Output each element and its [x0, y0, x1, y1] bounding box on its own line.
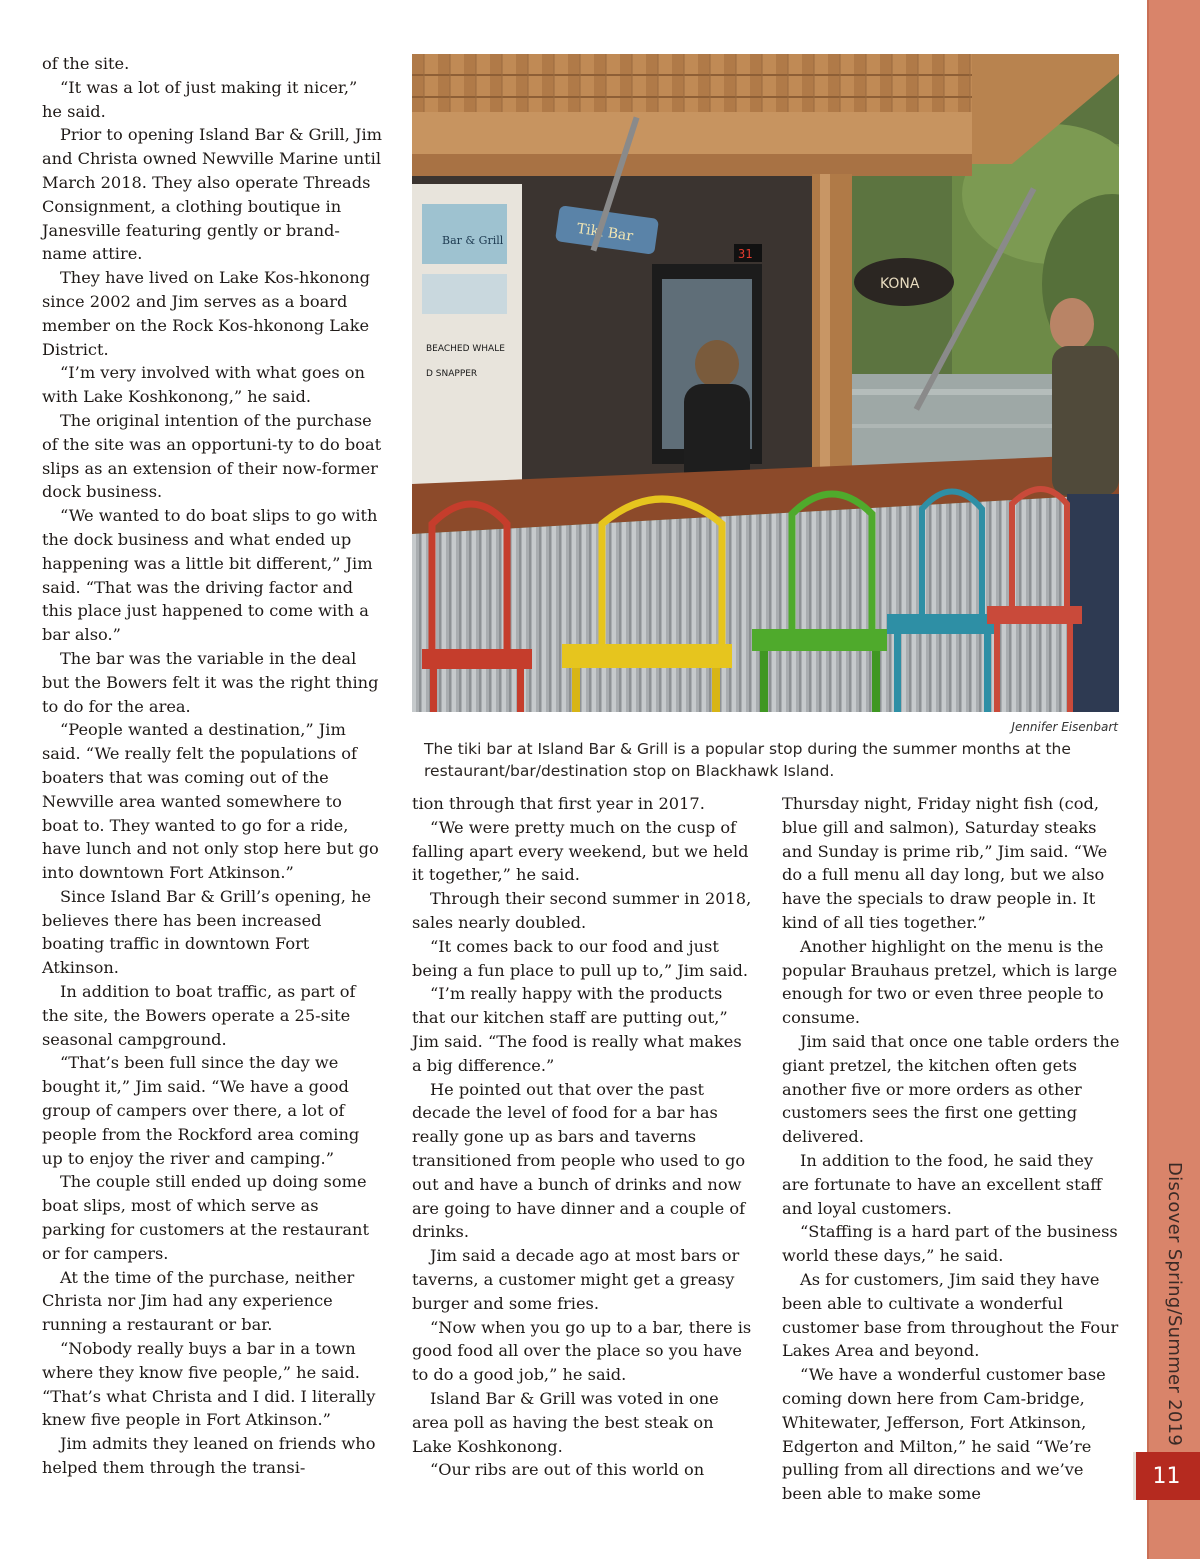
photo-illustration	[412, 54, 1119, 712]
paragraph: They have lived on Lake Kos-hkonong since 2002 and Jim serves as a board member on the Rock Kos-hkonong Lake District.	[42, 268, 370, 359]
photo-caption: The tiki bar at Island Bar & Grill is a popular stop during the summer months at the restaurant/bar/destination stop on Blackhawk Island.	[424, 740, 1071, 780]
paragraph: In addition to the food, he said they are fortunate to have an excellent staff and loyal customers.	[782, 1150, 1102, 1218]
paragraph: “I’m really happy with the products that our kitchen staff are putting out,” Jim said. “The food is really what makes a big difference.”	[412, 984, 742, 1075]
paragraph: Jim said that once one table orders the giant pretzel, the kitchen often gets another five or more orders as other customers sees the first one getting delivered.	[782, 1031, 1120, 1147]
paragraph: “We have a wonderful customer base coming down here from Cam-bridge, Whitewater, Jefferson, Fort Atkinson, Edgerton and Milton,” he said “We’re pulling from all directions and we’ve been able to make some	[782, 1365, 1106, 1504]
paragraph: The original intention of the purchase of the site was an opportuni-ty to do boat slips as an extension of their now-former dock business.	[42, 410, 382, 502]
paragraph: Prior to opening Island Bar & Grill, Jim and Christa owned Newville Marine until March 2018. They also operate Threads Consignment, a clothing boutique in Janesville featuring gently or brand-name attire.	[42, 125, 383, 264]
paragraph: At the time of the purchase, neither Christa nor Jim had any experience running a restaurant or bar.	[42, 1267, 355, 1335]
paragraph: He pointed out that over the past decade the level of food for a bar has really gone up as bars and taverns transitioned from people who used to go out and have a bunch of drinks and now are going to have dinner and a couple of drinks.	[412, 1079, 746, 1242]
paragraph: “People wanted a destination,” Jim said. “We really felt the populations of boaters that was coming out of the Newville area wanted somewhere to boat to. They wanted to go for a ride, have lunch and not only stop here but go into downtown Fort Atkinson.”	[42, 720, 379, 883]
page-number: 11	[1133, 1452, 1200, 1500]
paragraph: of the site.	[42, 54, 130, 73]
paragraph: Jim admits they leaned on friends who helped them through the transi-	[42, 1434, 376, 1478]
menu-board-line-1: BEACHED WHALE	[426, 344, 505, 354]
paragraph: Jim said a decade ago at most bars or taverns, a customer might get a greasy burger and some fries.	[412, 1246, 740, 1313]
paragraph: “We wanted to do boat slips to go with the dock business and what ended up happening was a little bit different,” Jim said. “That was the driving factor and this place just happened to come with a bar also.”	[42, 506, 378, 645]
kona-sign: KONA	[880, 276, 920, 292]
menu-board-line-2: D SNAPPER	[426, 369, 478, 379]
paragraph: The couple still ended up doing some boat slips, most of which serve as parking for customers at the restaurant or for campers.	[42, 1172, 369, 1263]
paragraph: The bar was the variable in the deal but the Bowers felt it was the right thing to do for the area.	[42, 648, 379, 716]
paragraph: Through their second summer in 2018, sales nearly doubled.	[412, 889, 752, 932]
clock-display: 31	[738, 247, 753, 261]
paragraph: “It was a lot of just making it nicer,” he said.	[42, 77, 358, 121]
paragraph: tion through that first year in 2017.	[412, 794, 705, 813]
paragraph: Thursday night, Friday night fish (cod, blue gill and salmon), Saturday steaks and Sunday is prime rib,” Jim said. “We do a full menu all day long, but we also have the specials to draw people in. It kind of all ties together.”	[782, 794, 1108, 932]
text-column-3	[782, 792, 1122, 1506]
paragraph: “That’s been full since the day we bought it,” Jim said. “We have a good group of campers over there, a lot of people from the Rockford area coming up to enjoy the river and camping.”	[42, 1053, 360, 1168]
photo-credit: Jennifer Eisenbart	[1011, 720, 1118, 734]
paragraph: Since Island Bar & Grill’s opening, he believes there has been increased boating traffic in downtown Fort Atkinson.	[42, 886, 372, 978]
tiki-bar-photo	[412, 54, 1119, 712]
paragraph: “Our ribs are out of this world on	[430, 1460, 705, 1480]
paragraph: In addition to boat traffic, as part of the site, the Bowers operate a 25-site seasonal campground.	[42, 982, 356, 1049]
text-column-1	[42, 52, 382, 1480]
text-column-2	[412, 792, 752, 1482]
paragraph: “Now when you go up to a bar, there is good food all over the place so you have to do a good job,” he said.	[412, 1317, 752, 1385]
paragraph: “We were pretty much on the cusp of falling apart every weekend, but we held it together,” he said.	[412, 817, 749, 885]
tiki-bar-sign: Tiki Bar	[575, 220, 634, 245]
side-title-container	[1148, 1162, 1198, 1462]
paragraph: “Staffing is a hard part of the business world these days,” he said.	[782, 1222, 1118, 1266]
board-brand-text: Bar & Grill	[442, 234, 504, 247]
paragraph: As for customers, Jim said they have been able to cultivate a wonderful customer base from throughout the Four Lakes Area and beyond.	[782, 1269, 1119, 1361]
paragraph: “I’m very involved with what goes on with Lake Koshkonong,” he said.	[42, 363, 365, 407]
paragraph: “It comes back to our food and just being a fun place to pull up to,” Jim said.	[412, 936, 749, 980]
paragraph: Island Bar & Grill was voted in one area poll as having the best steak on Lake Koshkonong.	[412, 1388, 719, 1456]
magazine-side-title: Discover Spring/Summer 2019	[1164, 1162, 1185, 1447]
paragraph: Another highlight on the menu is the popular Brauhaus pretzel, which is large enough for two or even three people to consume.	[782, 936, 1118, 1028]
paragraph: “Nobody really buys a bar in a town where they know five people,” he said. “That’s what Christa and I did. I literally knew five people in Fort Atkinson.”	[42, 1339, 376, 1430]
